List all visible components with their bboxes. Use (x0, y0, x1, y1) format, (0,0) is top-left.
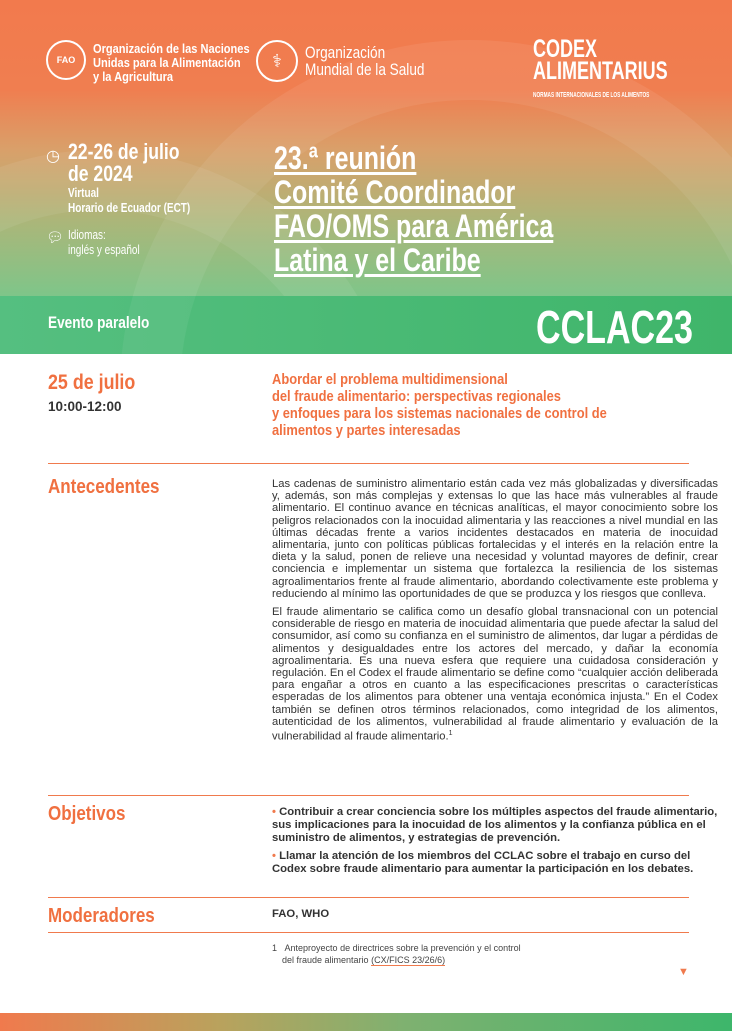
meeting-title: 23.ª reunión Comité Coordinador FAO/OMS para América Latina y el Caribe (274, 140, 554, 278)
moderators-text: FAO, WHO (272, 908, 330, 920)
objective-item: • Llamar la atención de los miembros del CCLAC sobre el trabajo en curso del Codex sobre fraude alimentario para aumentar la participación en los debates. (272, 849, 694, 875)
session-date: 25 de julio (48, 371, 136, 394)
triangle-down-icon: ▼ (678, 966, 689, 978)
who-name: Organización Mundial de la Salud (305, 43, 425, 79)
who-logo-icon: ⚕ (256, 40, 298, 82)
event-location: Virtual Horario de Ecuador (ECT) (68, 186, 191, 215)
codex-logo: CODEX ALIMENTARIUS NORMAS INTERNACIONALES DE LOS ALIMENTOS (533, 35, 668, 99)
event-code: CCLAC23 (536, 301, 693, 353)
divider (48, 463, 689, 464)
chat-icon: 💬︎ (46, 229, 64, 245)
footnote-link[interactable]: (CX/FICS 23/26/6) (371, 954, 446, 965)
divider (48, 897, 689, 898)
moderators-heading: Moderadores (48, 905, 155, 927)
session-time: 10:00-12:00 (48, 399, 122, 414)
background-text: Las cadenas de suministro alimentario están cada vez más globalizadas y diversificadas y, además, son más complejas y extensas lo que las hace más vulnerables al fraude alimentario. El continuo avance en técnicas analíticas, el mayor conocimiento sobre los peligros relacionados con la inocuidad alimentaria y las reacciones a nivel mundial en las últimas décadas frente a varios incidentes destacados en materia de inocuidad alimentaria, junto con políticas públicas fortalecidas y el interés en la relación entre la dieta y la salud, ponen de relieve una necesidad y voluntad mayores de definir, crear conciencia e implementar un sistema que fortalezca la resiliencia de los sistemas agroalimentarios frente al fraude alimentario, abordando colectivamente este problema y reduciendo al mínimo las oportunidades de que se produzca y los riesgos que conlleva. El fraude alimentario se califica como un desafío global transnacional con un potencial considerable de riesgo en materia de inocuidad alimentaria que puede afectar la salud del consumidor, así como su confianza en el suministro de alimentos, dar lugar a pérdidas de alimentos y desigualdades entre los actores del mercado, y dañar la economía agroalimentaria. Es una nueva esfera que requiere una cuidadosa consideración y regulación. En el Codex el fraude alimentario se define como “cualquier acción deliberada para engañar a otros en cuanto a las especificaciones prescritas o características esperadas de los alimentos para obtener una ventaja económica injusta.” En el Codex también se definen otros términos relacionados, como integridad de los alimentos, autenticidad de los alimentos, vulnerabilidad al fraude alimentario y evaluación de la vulnerabilidad al fraude alimentario.$^1$ (272, 478, 718, 743)
clock-icon: ◷ (46, 148, 60, 165)
objective-item: • Contribuir a crear conciencia sobre los múltiples aspectos del fraude alimentario, sus implicaciones para la inocuidad de los alimentos y la confianza pública en el suministro de alimentos, y estrategias de prevención. (272, 806, 718, 845)
footnote: 1 Anteproyecto de directrices sobre la prevención y el control del fraude alimentario (CX/FICS 23/26/6) (272, 943, 521, 965)
footer-gradient-bar (0, 1013, 732, 1031)
objectives-list (272, 806, 718, 880)
divider (48, 795, 689, 796)
divider (48, 932, 689, 933)
event-languages: Idiomas: inglés y español (68, 228, 140, 257)
side-event-label: Evento paralelo (48, 313, 150, 332)
session-title: Abordar el problema multidimensional del fraude alimentario: perspectivas regionales y enfoques para los sistemas nacionales de control de alimentos y partes interesadas (272, 371, 607, 439)
fao-name: Organización de las Naciones Unidas para la Alimentación y la Agricultura (93, 41, 250, 84)
objectives-heading: Objetivos (48, 803, 126, 825)
fao-logo-icon: FAO (46, 40, 86, 80)
background-heading: Antecedentes (48, 476, 160, 498)
footnote-ref[interactable]: 1 (448, 730, 453, 738)
event-dates: 22-26 de julio de 2024 (68, 139, 180, 186)
